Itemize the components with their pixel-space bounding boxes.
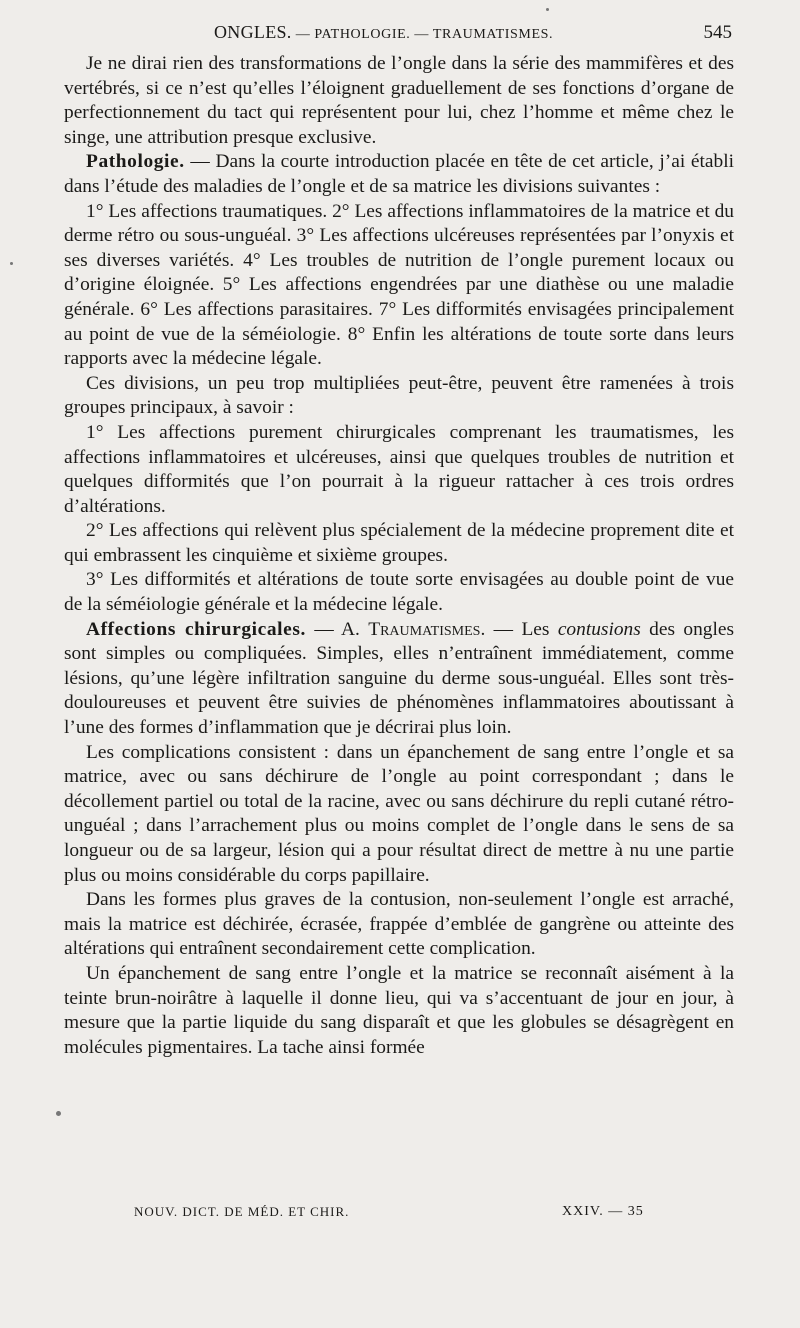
print-speck: [546, 8, 549, 11]
print-speck: [56, 1111, 61, 1116]
section-heading-pathologie: Pathologie.: [86, 151, 185, 173]
page-number: 545: [703, 22, 732, 43]
running-title-rest: — PATHOLOGIE. — TRAUMATISMES.: [291, 27, 554, 42]
paragraph-pathologie-text: — Dans la courte introduction placée en tête de cet article, j’ai établi dans l’étude des maladies de l’ongle et de sa matrice les divisions suivantes :: [64, 151, 734, 197]
paragraph-groupes: Ces divisions, un peu trop multipliées peut-être, peuvent être ramenées à trois groupes principaux, à savoir :: [64, 372, 734, 419]
print-speck: [10, 262, 13, 265]
footer-signature: NOUV. DICT. DE MÉD. ET CHIR.: [134, 1204, 350, 1219]
footer-volume: XXIV. — 35: [562, 1204, 644, 1219]
paragraph-groupe-1: 1° Les affections purement chirurgicales comprenant les traumatismes, les affections inflammatoires et ulcéreuses, ainsi que quelques troubles de nutrition et quelques difformités que l’on pourrait à la rigueur rattacher à ces trois ordres d’altérations.: [64, 421, 734, 517]
running-header: [64, 18, 734, 46]
paragraph-groupe-3: 3° Les difformités et altérations de toute sorte envisagées au double point de vue de la séméiologie générale et la médecine légale.: [64, 569, 734, 616]
paragraph-complications: Les complications consistent : dans un épanchement de sang entre l’ongle et sa matrice, avec ou sans déchirure de l’ongle au point correspondant ; dans le décollement partiel ou total de la racine, avec ou sans déchirure du repli cutané rétro-unguéal ; dans l’arrachement plus ou moins complet de l’ongle dans le sens de sa longueur ou de sa largeur, lésion qui a pour résultat direct de mettre à nu une partie plus ou moins considérable du corps papillaire.: [64, 741, 734, 886]
paragraph-pathologie: [64, 150, 734, 199]
body-text: [64, 52, 734, 1060]
running-title-main: ONGLES.: [214, 22, 292, 42]
section-separator: — A.: [305, 618, 369, 640]
paragraph-groupe-2: 2° Les affections qui relèvent plus spécialement de la médecine proprement dite et qui embrassent les cinquième et sixième groupes.: [64, 520, 734, 566]
emphasis-contusions: contusions: [557, 618, 641, 640]
paragraph-divisions: 1° Les affections traumatiques. 2° Les affections inflammatoires de la matrice et du derme rétro ou sous-unguéal. 3° Les affections ulcéreuses représentées par l’onyxis et ses diverses variétés. 4° Les troubles de nutrition de l’ongle purement locaux ou d’origine éloignée. 5° Les affections engendrées par une diathèse ou une maladie générale. 6° Les affections parasitaires. 7° Les difformités envisagées principalement au point de vue de la séméiologie. 8° Enfin les altérations de toute sorte dans leurs rapports avec la médecine légale.: [64, 200, 734, 370]
page-footer: [64, 1200, 734, 1224]
paragraph-contusions-text: des ongles sont simples ou compliquées. Simples, elles n’entraînent immédiatement, comme lésions, qu’une légère infiltration sanguine du derme sous-unguéal. Elles sont très-douloureuses et peuvent être suivies de phénomènes inflammatoires aboutissant à l’une des formes d’inflammation que je décrirai plus loin.: [64, 618, 735, 739]
paragraph-epanchement: Un épanchement de sang entre l’ongle et la matrice se reconnaît aisément à la teinte brun-noirâtre à laquelle il donne lieu, qui va s’accentuant de jour en jour, à mesure que la partie liquide du sang disparaît et que les globules se désagrègent en molécules pigmentaires. La tache ainsi formée: [64, 962, 734, 1058]
paragraph-formes-graves: Dans les formes plus graves de la contusion, non-seulement l’ongle est arraché, mais la matrice est déchirée, écrasée, frappée d’emblée de gangrène ou atteinte des altérations qui entraînent secondairement cette complication.: [64, 889, 734, 960]
section-separator-2: — Les: [485, 618, 558, 640]
section-heading-affections: Affections chirurgicales.: [86, 618, 306, 640]
running-title: [214, 22, 553, 43]
subsection-heading-traumatismes: Traumatismes.: [368, 618, 486, 640]
paragraph-intro: Je ne dirai rien des transformations de l’ongle dans la série des mammifères et des vertébrés, si ce n’est qu’elles l’éloignent graduellement de ses fonctions d’organe de perfectionnement du tact qui représentent pour lui, chez l’homme et même chez le singe, une attribution presque exclusive.: [64, 53, 734, 148]
paragraph-affections-chirurgicales: [64, 618, 734, 741]
